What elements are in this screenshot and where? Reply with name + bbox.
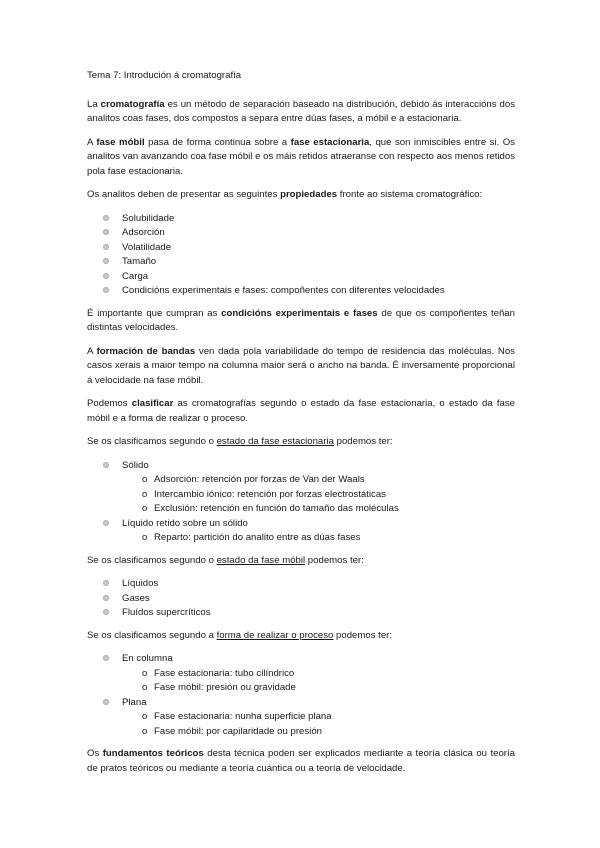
document-body (87, 69, 515, 785)
heading-process: Se os clasificamos segundo a forma de realizar o proceso podemos ter: (87, 629, 393, 641)
list-item: Plana (87, 696, 515, 711)
bullet-icon (103, 244, 109, 250)
stationary-list (87, 459, 515, 546)
sub-list-item: o Fase móbil: por capilaridade ou presión (87, 725, 515, 740)
sub-bullet-icon: o (142, 503, 148, 514)
list-item: Adsorción (87, 226, 515, 241)
paragraph-theory: Os fundamentos teóricos desta técnica poden ser explicados mediante a teoría clásica ou teoría de pratos teóricos ou mediante a teoría cuántica ou a teoría de velocidade. (87, 748, 515, 774)
sub-bullet-icon: o (142, 474, 148, 485)
bullet-icon (103, 462, 109, 468)
paragraph-phases: A fase móbil pasa de forma continua sobre a fase estacionaria, que son inmiscibles entre si. Os analitos van avanzando coa fase móbil e os máis retidos atraeranse con respecto aos menos retidos pola fase estacionaria. (87, 136, 515, 177)
sub-bullet-icon: o (142, 725, 148, 737)
list-item: Fluídos supercríticos (87, 606, 515, 621)
bullet-icon (103, 520, 109, 526)
sub-bullet-icon: o (142, 488, 148, 500)
bullet-icon (103, 273, 109, 279)
sub-list-item: o Adsorción: retención por forzas de Van der Waals (87, 473, 515, 488)
paragraph-classify: Podemos clasificar as cromatografías segundo o estado da fase estacionaria, o estado da fase móbil e a forma de realizar o proceso. (87, 398, 515, 424)
paragraph-bands: A formación de bandas ven dada pola variabilidade do tempo de residencia das moléculas. Nos casos xerais a maior tempo na columna maior será o ancho na banda. É inversamente proporcional á velocidade na fase móbil. (87, 345, 515, 386)
list-item: Condicións experimentais e fases: compoñentes con diferentes velocidades (87, 284, 515, 299)
bullet-icon (103, 258, 109, 264)
list-item: Carga (87, 270, 515, 285)
bullet-icon (103, 609, 109, 615)
list-item: Volatilidade (87, 241, 515, 256)
list-item: Gases (87, 592, 515, 607)
bullet-icon (103, 580, 109, 586)
sub-list-item: o Reparto: partición do analito entre as dúas fases (87, 531, 515, 546)
paragraph-properties: Os analitos deben de presentar as seguintes propiedades fronte ao sistema cromatográfico: (87, 189, 483, 200)
sub-bullet-icon: o (142, 532, 148, 543)
list-item: Solubilidade (87, 212, 515, 227)
bullet-icon (103, 229, 109, 235)
list-item: Líquido retido sobre un sólido (87, 517, 515, 532)
heading-mobile: Se os clasificamos segundo o estado da fase móbil podemos ter: (87, 554, 364, 566)
sub-list-item: o Fase estacionaria: tubo cilíndrico (87, 667, 515, 682)
sub-list-item: o Fase estacionaria: nunha superficie plana (87, 710, 515, 725)
properties-list (87, 212, 515, 299)
bullet-icon (103, 655, 109, 661)
page-title: Tema 7: Introdución á cromatografía (87, 70, 242, 81)
bullet-icon (103, 287, 109, 293)
list-item: Tamaño (87, 255, 515, 270)
sub-list-item: o Exclusión: retención en función do tamaño das moléculas (87, 502, 515, 517)
sub-list-item: o Intercambio iónico: retención por forzas electrostáticas (87, 488, 515, 503)
sub-bullet-icon: o (142, 667, 148, 679)
paragraph-definition: La cromatografía es un método de separación baseado na distribución, debido ás interaccións dos analitos coas fases, dos compostos a separa entre dúas fases, a móbil e a estacionaria. (87, 98, 516, 124)
list-item: En columna (87, 652, 515, 667)
bullet-icon (103, 595, 109, 601)
paragraph-conditions: É importante que cumpran as condicións experimentais e fases de que os compoñentes teñan distintas velocidades. (87, 307, 515, 333)
sub-bullet-icon: o (142, 711, 148, 722)
list-item: Sólido (87, 459, 515, 474)
sub-bullet-icon: o (142, 682, 148, 693)
sub-list-item: o Fase móbil: presión ou gravidade (87, 681, 515, 696)
heading-stationary: Se os clasificamos segundo o estado da fase estacionaria podemos ter: (87, 436, 393, 447)
list-item: Líquidos (87, 577, 515, 592)
mobile-list (87, 577, 515, 621)
bullet-icon (103, 215, 109, 221)
bullet-icon (103, 699, 109, 705)
process-list (87, 652, 515, 739)
